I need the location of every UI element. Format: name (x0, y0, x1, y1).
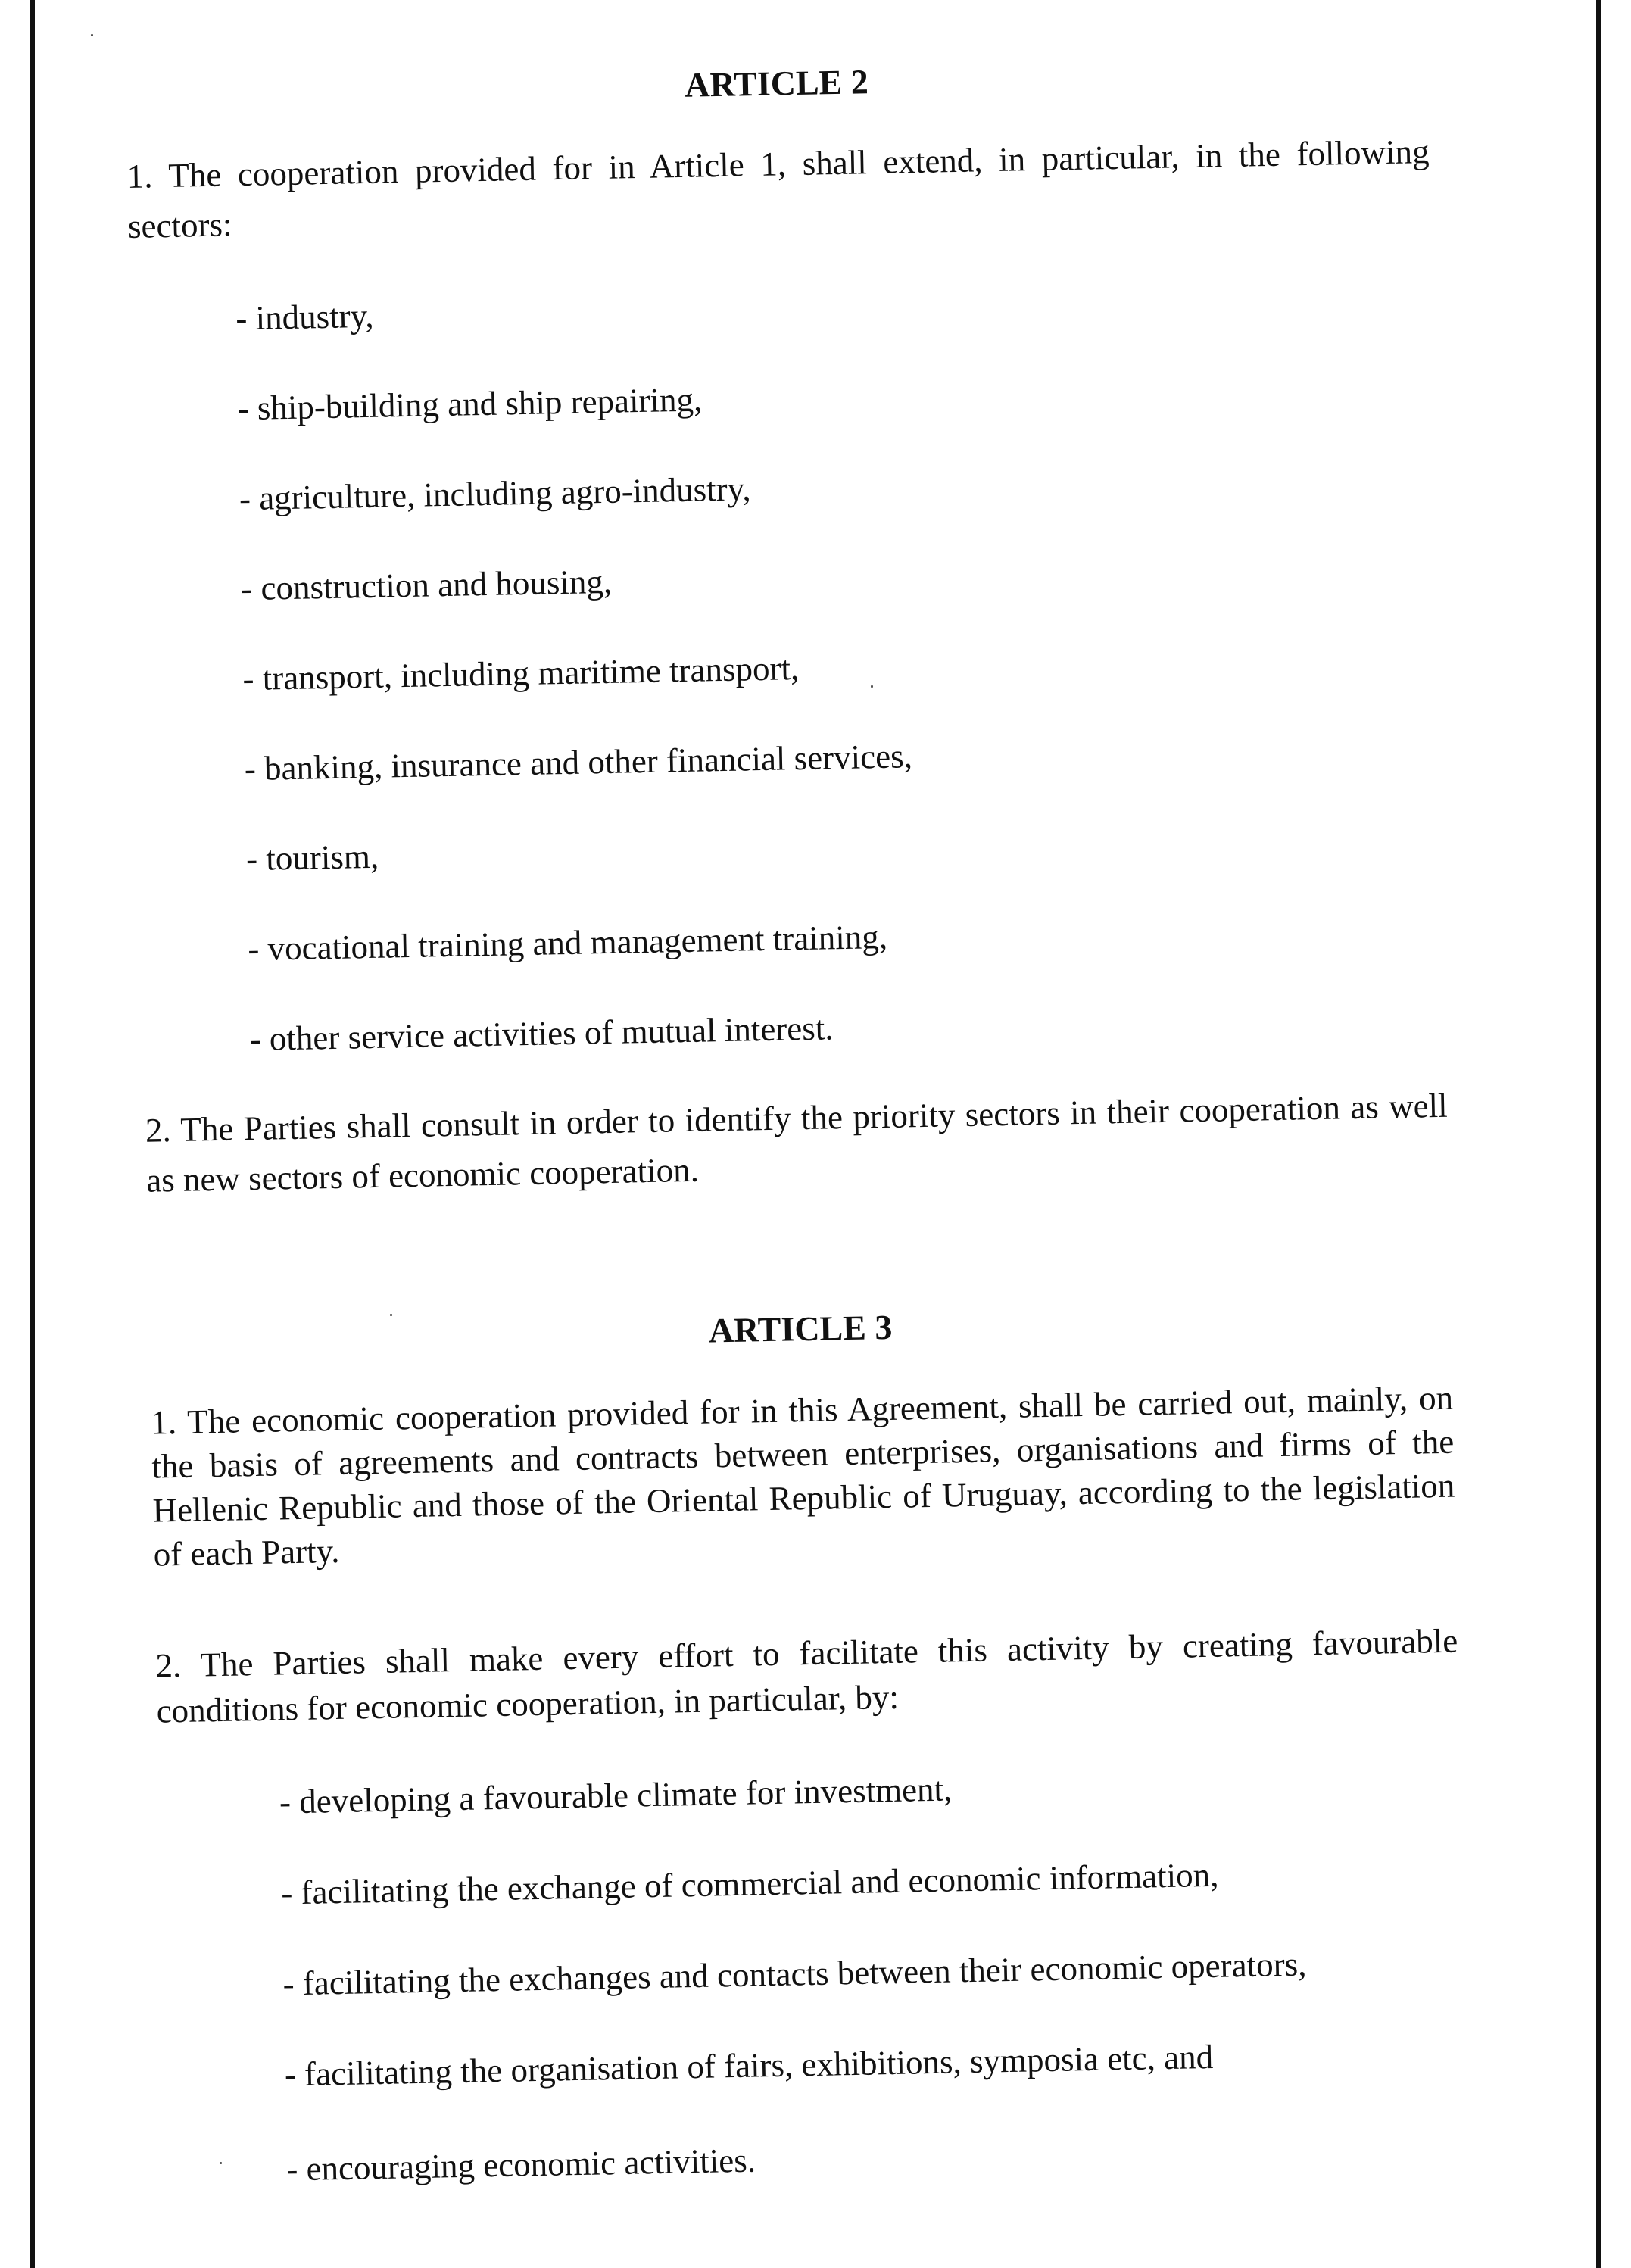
measure-item: - developing a favourable climate for investment, (279, 1770, 953, 1821)
scan-speck (220, 2162, 222, 2164)
article-3-heading: ARTICLE 3 (708, 1307, 893, 1350)
sector-item: - tourism, (245, 837, 379, 878)
article-2-paragraph-2: 2. The Parties shall consult in order to identify the priority sectors in their cooperation as well as new sectors of economic cooperation. (145, 1086, 1449, 1200)
sector-item: - ship-building and ship repairing, (237, 380, 703, 428)
page-border-left (30, 0, 35, 2268)
measure-item: - facilitating the exchange of commercial and economic information, (280, 1855, 1219, 1912)
sector-item: - construction and housing, (240, 562, 613, 608)
sector-item: - transport, including maritime transport, (242, 649, 800, 698)
scan-speck (390, 1314, 392, 1316)
article-2-paragraph-1: 1. The cooperation provided for in Article 1, shall extend, in particular, in the following sectors: (126, 132, 1430, 245)
sector-item: - industry, (235, 296, 374, 338)
scan-speck (871, 685, 873, 688)
measure-item: - facilitating the organisation of fairs, exhibitions, symposia etc, and (284, 2037, 1214, 2094)
article-3-paragraph-2: 2. The Parties shall make every effort to facilitate this activity by creating favourable conditions for economic cooperation, in particular, by: (155, 1621, 1458, 1730)
measure-item: - facilitating the exchanges and contacts between their economic operators, (282, 1945, 1307, 2003)
measure-item: - encouraging economic activities. (285, 2141, 756, 2188)
sector-item: - vocational training and management training, (247, 917, 888, 969)
sector-item: - banking, insurance and other financial services, (244, 737, 913, 788)
article-3-paragraph-1: 1. The economic cooperation provided for in this Agreement, shall be carried out, mainly, on the basis of agreements and contracts between enterprises, organisations and firms of the Hellenic Republic and those of the Oriental Republic of Uruguay, according to the legislation of each Party. (150, 1378, 1455, 1574)
page-border-right (1596, 0, 1601, 2268)
scan-speck (91, 34, 93, 36)
sector-item: - other service activities of mutual interest. (249, 1009, 834, 1059)
article-2-heading: ARTICLE 2 (684, 62, 869, 105)
sector-item: - agriculture, including agro-industry, (239, 470, 751, 518)
page-content (125, 43, 1458, 2188)
